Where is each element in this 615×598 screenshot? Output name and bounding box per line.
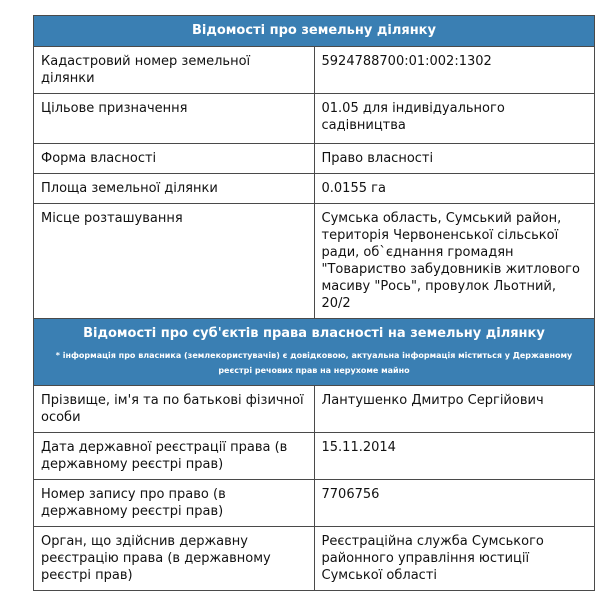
table-row: [34, 386, 595, 433]
section-title: Відомості про земельну ділянку: [34, 16, 595, 47]
row-value: 7706756: [314, 480, 595, 527]
section-title-block: [34, 319, 595, 386]
row-value: 5924788700:01:002:1302: [314, 47, 595, 94]
row-label: Форма власності: [34, 144, 315, 174]
row-label: Кадастровий номер земельної ділянки: [34, 47, 315, 94]
info-table: [33, 15, 595, 591]
table-row: [34, 527, 595, 591]
row-value: 15.11.2014: [314, 433, 595, 480]
row-label: Місце розташування: [34, 204, 315, 319]
section-header-plot: [34, 16, 595, 47]
row-label: Дата державної реєстрації права (в державному реєстрі прав): [34, 433, 315, 480]
row-value: 01.05 для індивідуального садівництва: [314, 94, 595, 144]
section-title: Відомості про суб'єктів права власності на земельну ділянку: [83, 326, 545, 341]
row-value: 0.0155 га: [314, 174, 595, 204]
table-row: [34, 174, 595, 204]
row-value: Лантушенко Дмитро Сергійович: [314, 386, 595, 433]
section-header-owners: [34, 319, 595, 386]
row-label: Прізвище, ім'я та по батькові фізичної особи: [34, 386, 315, 433]
table-row: [34, 204, 595, 319]
table-row: [34, 94, 595, 144]
row-value: Право власності: [314, 144, 595, 174]
row-value: Сумська область, Сумський район, територія Червоненської сільської ради, об`єднання громадян "Товариство забудовників житлового масиву "Рось", провулок Льотний, 20/2: [314, 204, 595, 319]
row-value: Реєстраційна служба Сумського районного управління юстиції Сумської області: [314, 527, 595, 591]
table-row: [34, 144, 595, 174]
row-label: Орган, що здійснив державну реєстрацію права (в державному реєстрі прав): [34, 527, 315, 591]
row-label: Номер запису про право (в державному реєстрі прав): [34, 480, 315, 527]
table-row: [34, 480, 595, 527]
row-label: Цільове призначення: [34, 94, 315, 144]
table-row: [34, 433, 595, 480]
row-label: Площа земельної ділянки: [34, 174, 315, 204]
section-note: * інформація про власника (землекористувачів) є довідковою, актуальна інформація міститься у Державному реєстрі речових прав на нерухоме майно: [55, 351, 573, 375]
table-row: [34, 47, 595, 94]
land-plot-info: [33, 15, 595, 591]
